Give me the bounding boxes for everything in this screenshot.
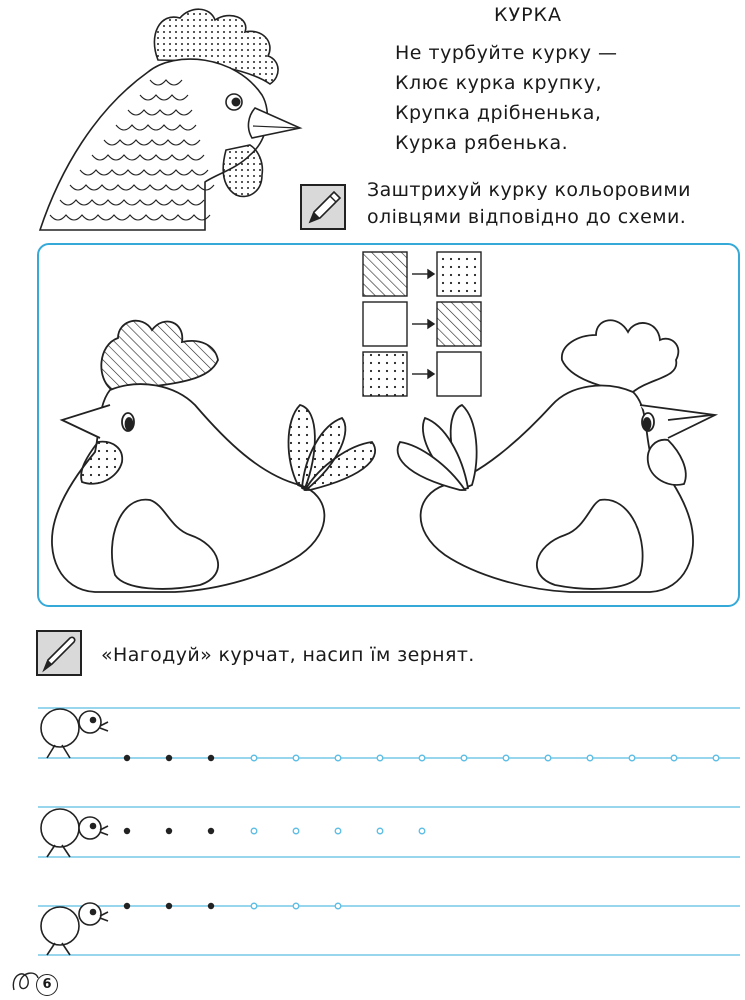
grain-dots-row-2: [124, 828, 425, 834]
grain-dots-row-1: [124, 755, 719, 761]
pencil-icon: [300, 184, 346, 230]
pen-icon: [36, 630, 82, 676]
coloring-frame: [37, 243, 740, 607]
poem-line: Курка рябенька.: [395, 132, 569, 154]
page-number: 6: [36, 974, 58, 996]
task1-instruction-line1: Заштрихуй курку кольоровими: [367, 179, 691, 201]
chick-row-2: [41, 809, 108, 857]
poem-line: Крупка дрібненька,: [395, 102, 602, 124]
chick-row-3: [41, 903, 108, 955]
task1-instruction-line2: олівцями відповідно до схеми.: [367, 206, 687, 228]
task2-instruction: «Нагодуй» курчат, насип їм зернят.: [101, 644, 475, 666]
chick-row-1: [41, 709, 108, 758]
poem-title: КУРКА: [494, 4, 563, 26]
grain-dots-row-3: [124, 903, 341, 909]
poem-line: Клює курка крупку,: [395, 72, 602, 94]
poem-line: Не турбуйте курку —: [395, 42, 618, 64]
corner-squiggle-icon: [13, 973, 38, 990]
